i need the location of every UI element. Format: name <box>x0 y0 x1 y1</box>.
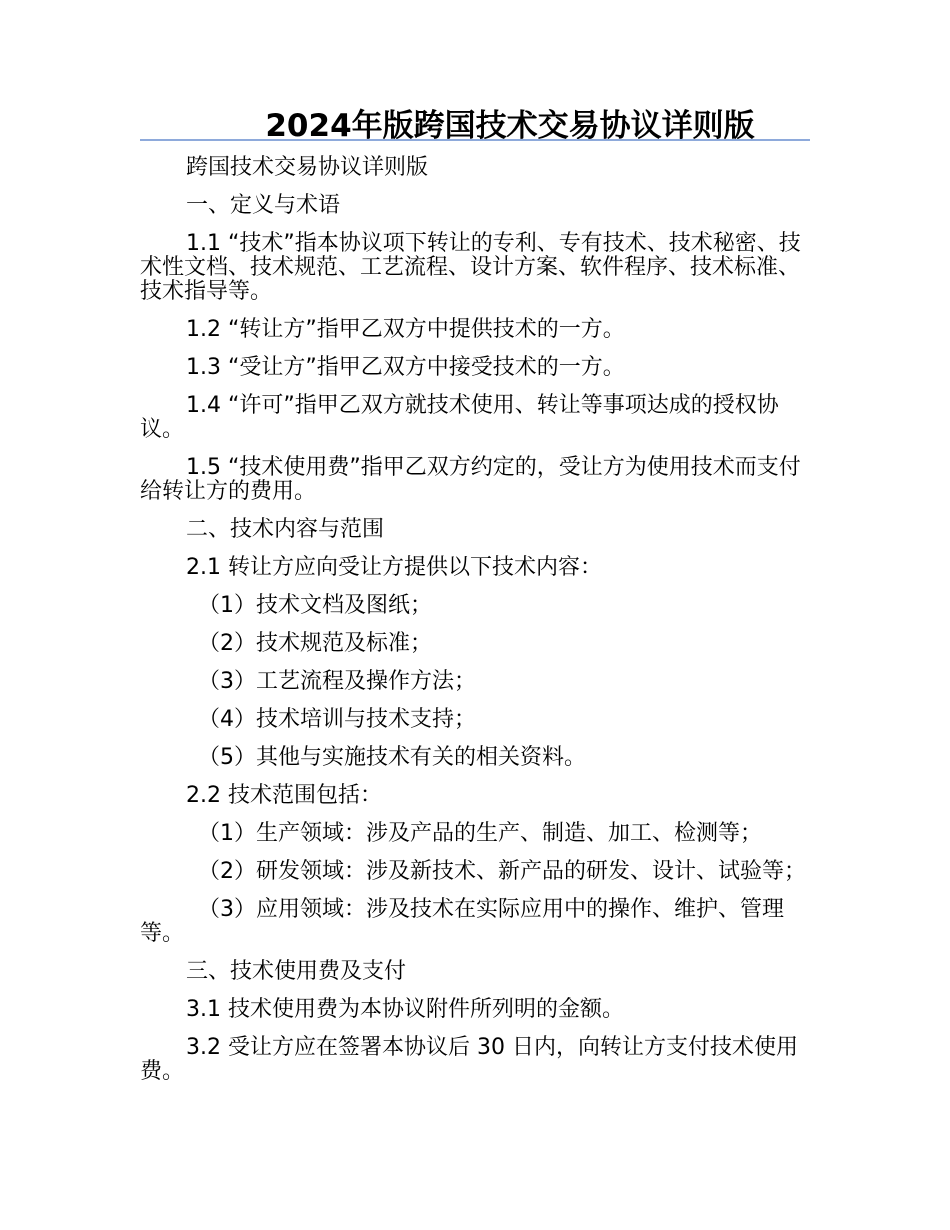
list-item-2-1-1: （1）技术文档及图纸； <box>198 593 432 618</box>
list-item-2-1-2: （2）技术规范及标准； <box>198 631 432 656</box>
list-item-2-2-3: （3）应用领域：涉及技术在实际应用中的操作、维护、管理等。 <box>140 897 784 946</box>
list-item-2-2-2: （2）研发领域：涉及新技术、新产品的研发、设计、试验等； <box>198 859 806 884</box>
list-item-2-1-3: （3）工艺流程及操作方法； <box>198 669 476 694</box>
document-title: 2024年版跨国技术交易协议详则版 <box>265 108 755 144</box>
section-heading-1: 一、定义与术语 <box>186 193 341 218</box>
list-item-2-2-1: （1）生产领域：涉及产品的生产、制造、加工、检测等； <box>198 821 762 846</box>
paragraph-subtitle: 跨国技术交易协议详则版 <box>186 155 429 180</box>
document-body <box>140 156 810 1098</box>
paragraph-2-2: 2.2 技术范围包括： <box>186 783 382 808</box>
section-heading-3: 三、技术使用费及支付 <box>186 959 407 984</box>
title-underline <box>140 139 810 141</box>
paragraph-1-2: 1.2 “转让方”指甲乙双方中提供技术的一方。 <box>186 317 625 342</box>
paragraph-3-1: 3.1 技术使用费为本协议附件所列明的金额。 <box>186 997 624 1022</box>
paragraph-3-2: 3.2 受让方应在签署本协议后 30 日内，向转让方支付技术使用费。 <box>140 1035 798 1084</box>
paragraph-1-5: 1.5 “技术使用费”指甲乙双方约定的，受让方为使用技术而支付给转让方的费用。 <box>140 455 801 504</box>
list-item-2-1-5: （5）其他与实施技术有关的相关资料。 <box>198 745 586 770</box>
paragraph-1-4: 1.4 “许可”指甲乙双方就技术使用、转让等事项达成的授权协议。 <box>140 393 779 442</box>
list-item-2-1-4: （4）技术培训与技术支持； <box>198 707 476 732</box>
section-heading-2: 二、技术内容与范围 <box>186 517 385 542</box>
paragraph-1-3: 1.3 “受让方”指甲乙双方中接受技术的一方。 <box>186 355 625 380</box>
paragraph-2-1: 2.1 转让方应向受让方提供以下技术内容： <box>186 555 602 580</box>
paragraph-1-1: 1.1 “技术”指本协议项下转让的专利、专有技术、技术秘密、技术性文档、技术规范、工艺流程、设计方案、软件程序、技术标准、技术指导等。 <box>140 231 801 304</box>
